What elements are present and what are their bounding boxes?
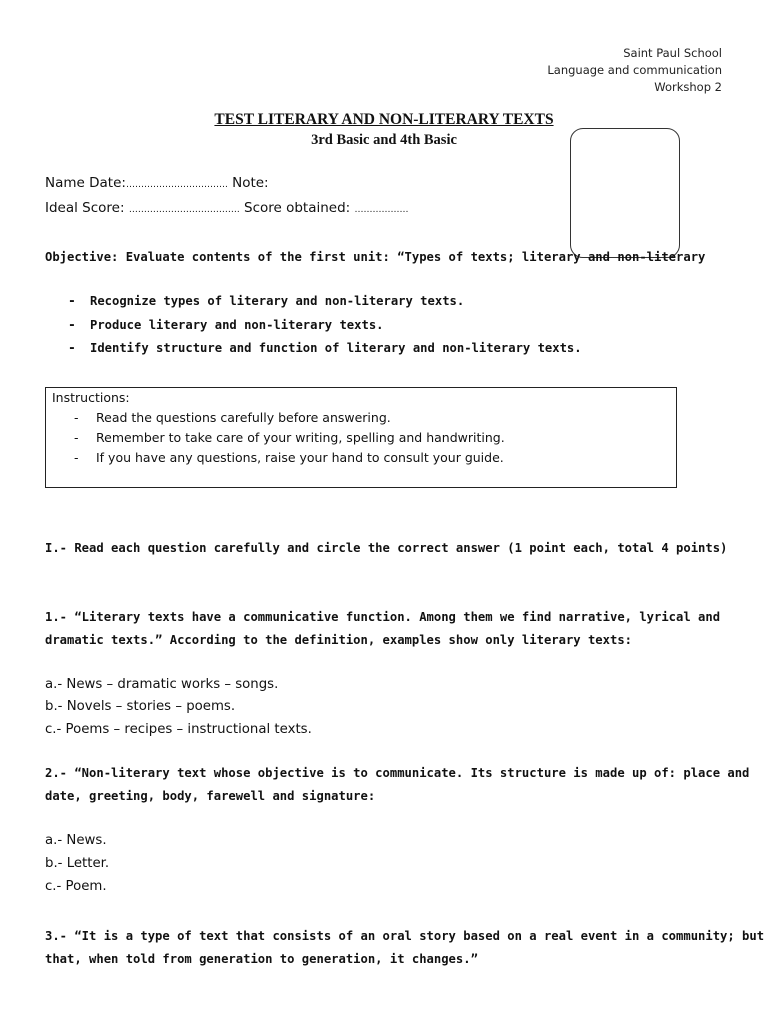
question-3-line-1: 3.- “It is a type of text that consists of an oral story based on a real event in a community; but (45, 929, 765, 943)
test-title: TEST LITERARY AND NON-LITERARY TEXTS (214, 111, 554, 128)
objective-item: - Identify structure and function of literary and non-literary texts. (68, 341, 582, 356)
name-date-blank[interactable]: ……………………………. (125, 180, 228, 190)
instruction-item-text: Remember to take care of your writing, spelling and handwriting. (96, 430, 505, 445)
instructions-box (45, 387, 677, 488)
question-1-line-1: 1.- “Literary texts have a communicative function. Among them we find narrative, lyrical and (45, 610, 721, 624)
question-3-line-2: that, when told from generation to generation, it changes.” (45, 952, 478, 966)
objective-item-text: Identify structure and function of literary and non-literary texts. (90, 341, 582, 355)
question-2-line-2: date, greeting, body, farewell and signature: (45, 789, 376, 803)
instruction-item: - Read the questions carefully before answering. (74, 410, 391, 425)
objective-item-text: Produce literary and non-literary texts. (90, 317, 384, 332)
note-label: Note: (227, 175, 269, 191)
objective-item-text: Recognize types of literary and non-literary texts. (90, 294, 465, 308)
question-1-line-2: dramatic texts.” According to the definition, examples show only literary texts: (45, 633, 632, 647)
question-1-option-a[interactable]: a.- News – dramatic works – songs. (45, 677, 279, 692)
school-header (547, 45, 722, 96)
instruction-item: - If you have any questions, raise your hand to consult your guide. (74, 450, 504, 465)
score-obtained-label: Score obtained: (239, 200, 355, 216)
question-2-option-a[interactable]: a.- News. (45, 833, 107, 848)
score-obtained-blank[interactable]: ……………… (354, 205, 409, 215)
objective-item: - Recognize types of literary and non-literary texts. (68, 294, 465, 309)
ideal-score-label: Ideal Score: (45, 200, 129, 216)
subject-name: Language and communication (547, 63, 722, 77)
instructions-list (74, 410, 505, 470)
objective-item: - Produce literary and non-literary texts. (68, 317, 384, 333)
score-field (45, 200, 409, 216)
name-date-label: Name Date: (45, 175, 126, 191)
section-heading: I.- Read each question carefully and circle the correct answer (1 point each, total 4 points) (45, 541, 728, 555)
instruction-item: - Remember to take care of your writing, spelling and handwriting. (74, 430, 505, 445)
objective-text: Objective: Evaluate contents of the first unit: “Types of texts; literary and non-literary (45, 250, 706, 264)
grade-box (570, 128, 680, 258)
question-1-option-c[interactable]: c.- Poems – recipes – instructional texts. (45, 722, 312, 737)
test-subtitle: 3rd Basic and 4th Basic (311, 132, 457, 148)
instruction-item-text: Read the questions carefully before answering. (96, 410, 391, 425)
instruction-item-text: If you have any questions, raise your hand to consult your guide. (96, 450, 504, 465)
name-date-field (45, 175, 269, 191)
objectives-list (68, 294, 582, 365)
ideal-score-blank[interactable]: ………………………………. (128, 205, 240, 215)
question-2-line-1: 2.- “Non-literary text whose objective is to communicate. Its structure is made up of: place and (45, 766, 750, 780)
question-1-option-b[interactable]: b.- Novels – stories – poems. (45, 699, 236, 714)
question-2-option-c[interactable]: c.- Poem. (45, 879, 107, 894)
workshop-label: Workshop 2 (654, 80, 722, 94)
school-name: Saint Paul School (623, 46, 722, 60)
instructions-title: Instructions: (52, 390, 130, 405)
question-2-option-b[interactable]: b.- Letter. (45, 856, 110, 871)
